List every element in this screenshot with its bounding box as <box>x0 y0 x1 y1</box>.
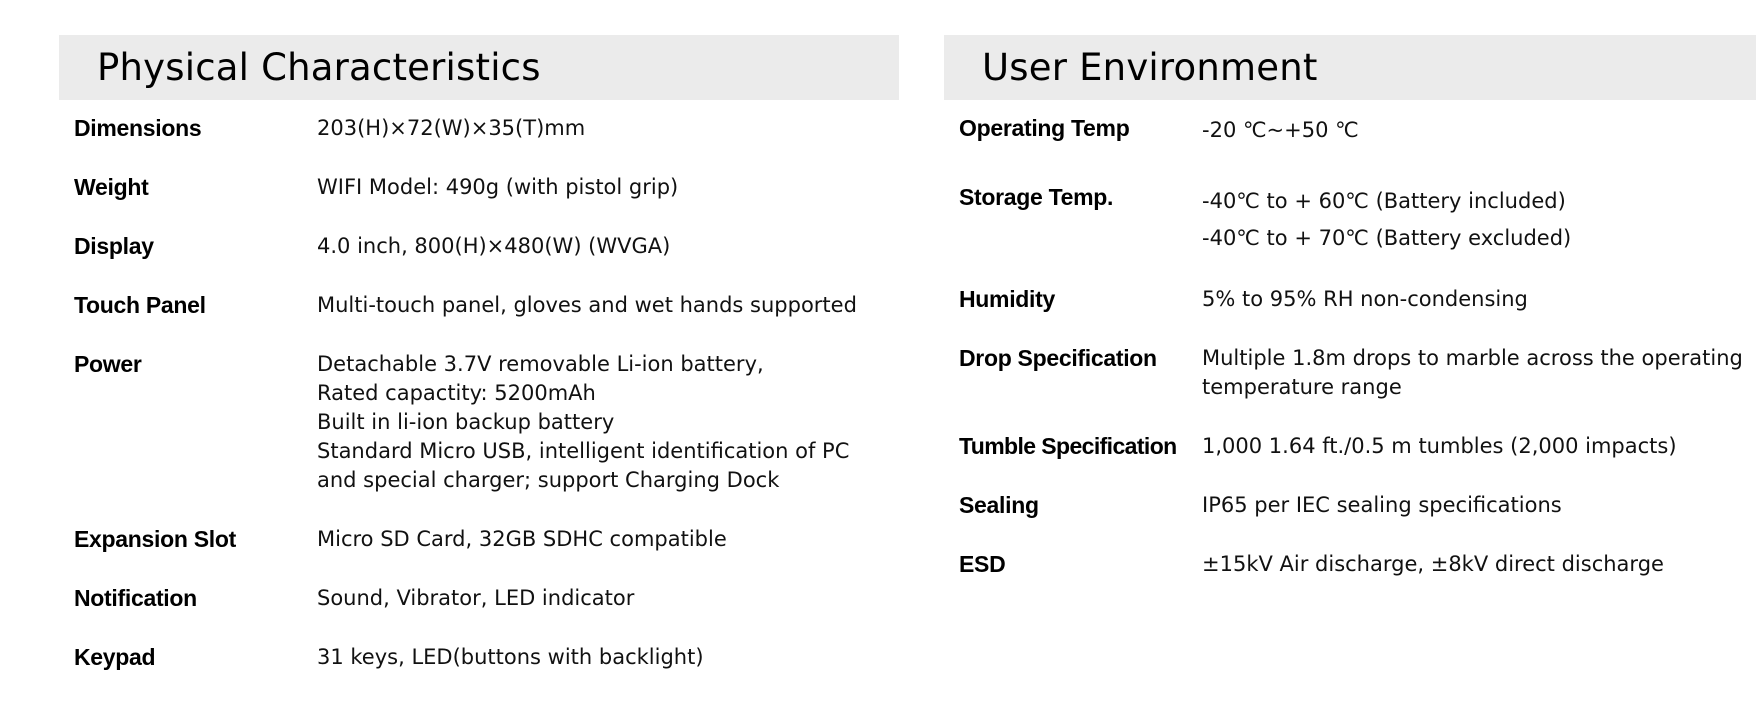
spec-label: Sealing <box>959 492 1039 518</box>
spec-value-line: Multiple 1.8m drops to marble across the operating <box>1202 346 1743 370</box>
spec-value <box>1202 432 1677 461</box>
spec-value-line: Standard Micro USB, intelligent identification of PC <box>317 439 850 463</box>
spec-row-notification <box>59 584 899 613</box>
spec-value <box>1202 344 1743 402</box>
spec-value-line: Rated capactity: 5200mAh <box>317 381 596 405</box>
spec-value-line: Detachable 3.7V removable Li-ion battery, <box>317 352 764 376</box>
spec-label: Humidity <box>959 286 1055 312</box>
spec-value <box>1202 114 1359 145</box>
spec-row-expansion-slot <box>59 525 899 554</box>
spec-value-line: 31 keys, LED(buttons with backlight) <box>317 645 704 669</box>
spec-value <box>317 173 678 202</box>
spec-value-line: -20 ℃~+50 ℃ <box>1202 118 1359 142</box>
spec-label: Dimensions <box>74 115 202 141</box>
spec-value-line: Built in li-ion backup battery <box>317 410 615 434</box>
spec-label: Weight <box>74 174 149 200</box>
spec-row-sealing <box>944 491 1756 520</box>
spec-value <box>317 114 585 143</box>
section-header <box>59 35 899 100</box>
spec-row-esd <box>944 550 1756 579</box>
spec-row-humidity <box>944 285 1756 314</box>
spec-value <box>1202 491 1562 520</box>
spec-label: Power <box>74 351 142 377</box>
spec-row-drop-specification <box>944 344 1756 402</box>
spec-row-power <box>59 350 899 495</box>
spec-value-line: Multi-touch panel, gloves and wet hands supported <box>317 293 857 317</box>
spec-list <box>59 100 899 672</box>
spec-row-storage-temp <box>944 175 1756 257</box>
spec-value-line: -40℃ to + 70℃ (Battery excluded) <box>1202 226 1572 250</box>
spec-value <box>317 350 849 495</box>
section-title: Physical Characteristics <box>97 46 541 89</box>
section-title: User Environment <box>982 46 1318 89</box>
spec-label: Tumble Specification <box>959 433 1177 459</box>
spec-label: Operating Temp <box>959 115 1130 141</box>
spec-value-line: IP65 per IEC sealing specifications <box>1202 493 1562 517</box>
spec-row-display <box>59 232 899 261</box>
spec-value-line: ±15kV Air discharge, ±8kV direct discharge <box>1202 552 1664 576</box>
spec-value <box>317 291 857 320</box>
spec-label: ESD <box>959 551 1006 577</box>
spec-row-dimensions <box>59 114 899 143</box>
physical-characteristics-section <box>59 35 899 702</box>
spec-label: Notification <box>74 585 197 611</box>
spec-value <box>1202 550 1664 579</box>
spec-row-weight <box>59 173 899 202</box>
spec-row-touch-panel <box>59 291 899 320</box>
spec-value <box>317 584 634 613</box>
spec-value-line: Sound, Vibrator, LED indicator <box>317 586 635 610</box>
spec-value <box>1202 285 1528 314</box>
spec-label: Keypad <box>74 644 156 670</box>
spec-value-line: 203(H)×72(W)×35(T)mm <box>317 116 586 140</box>
spec-value-line: 4.0 inch, 800(H)×480(W) (WVGA) <box>317 234 671 258</box>
spec-value <box>1202 175 1571 257</box>
user-environment-section <box>944 35 1756 609</box>
spec-label: Drop Specification <box>959 345 1157 371</box>
spec-label: Expansion Slot <box>74 526 236 552</box>
spec-row-tumble-specification <box>944 432 1756 461</box>
spec-value-line: 1,000 1.64 ft./0.5 m tumbles (2,000 impacts) <box>1202 434 1677 458</box>
spec-value <box>317 525 727 554</box>
spec-value-line: Micro SD Card, 32GB SDHC compatible <box>317 527 727 551</box>
spec-value-line: -40℃ to + 60℃ (Battery included) <box>1202 189 1566 213</box>
spec-value-line: temperature range <box>1202 375 1402 399</box>
spec-value-line: WIFI Model: 490g (with pistol grip) <box>317 175 679 199</box>
spec-row-keypad <box>59 643 899 672</box>
spec-row-operating-temp <box>944 114 1756 145</box>
spec-value-line: 5% to 95% RH non-condensing <box>1202 287 1528 311</box>
section-header <box>944 35 1756 100</box>
spec-value <box>317 643 704 672</box>
spec-value-line: and special charger; support Charging Dock <box>317 468 780 492</box>
spec-label: Display <box>74 233 154 259</box>
spec-list <box>944 100 1756 579</box>
spec-value <box>317 232 670 261</box>
spec-label: Storage Temp. <box>959 184 1114 210</box>
spec-label: Touch Panel <box>74 292 206 318</box>
